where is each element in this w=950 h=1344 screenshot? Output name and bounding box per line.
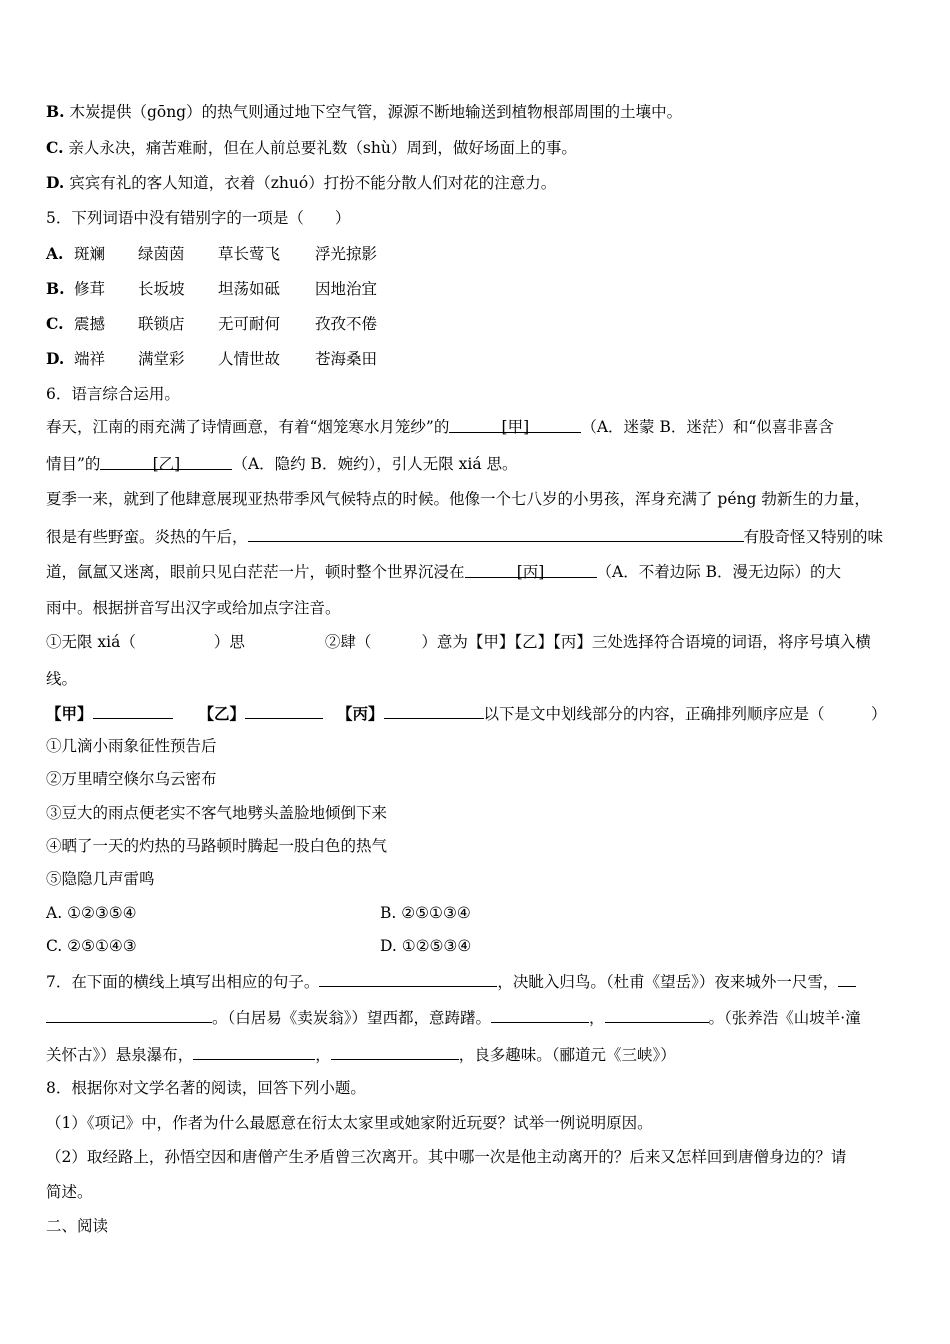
passage-text: （A．不着边际 B．漫无边际）的大	[596, 563, 842, 581]
passage-text: 关怀古》）悬泉瀑布，	[46, 1046, 194, 1064]
q7-line-2	[46, 1007, 861, 1028]
passage-text: 7．在下面的横线上填写出相应的句子。	[46, 973, 320, 991]
passage-text: 春天，江南的雨充满了诗情画意，有着“烟笼寒水月笼纱”的	[46, 418, 450, 436]
q6-passage-line-5	[46, 562, 841, 582]
option-word: 苍海桑田	[315, 350, 378, 368]
option-word: 无可耐何	[218, 315, 281, 333]
option-word: 修茸	[74, 280, 106, 298]
q6-subquestion-line	[46, 632, 871, 652]
passage-text: ）思	[213, 633, 245, 651]
passage-text: （A．隐约 B．婉约），引人无限 xiá 思。	[232, 455, 518, 473]
answer-blank	[331, 1044, 459, 1060]
option-word: 浮光掠影	[315, 245, 378, 263]
blank-label: [乙]	[152, 455, 181, 473]
passage-text: 情目”的	[46, 455, 101, 473]
option-word: 长坂坡	[138, 280, 185, 298]
option-word: 因地治宜	[315, 280, 378, 298]
blank-yi	[100, 454, 232, 473]
q6-passage-line-2	[46, 454, 518, 474]
q5-stem: 5．下列词语中没有错别字的一项是（ ）	[46, 209, 351, 227]
q4-option-c	[46, 138, 577, 158]
option-word: 绿茵茵	[138, 245, 185, 263]
fill-label: 【乙】	[198, 704, 246, 723]
q6-choice-a	[46, 903, 137, 923]
option-letter: D.	[46, 349, 65, 368]
answer-blank	[491, 1007, 589, 1023]
q6-item: ③豆大的雨点便老实不客气地劈头盖脸地倾倒下来	[46, 804, 388, 822]
q4-option-b	[46, 102, 682, 122]
choice-letter: D.	[380, 937, 397, 955]
q6-fill-line	[46, 703, 887, 724]
q6-subquestion-line-2: 线。	[46, 670, 78, 688]
section-heading: 二、阅读	[46, 1217, 109, 1235]
q5-option-b	[46, 279, 377, 299]
blank-bing	[465, 562, 597, 581]
q6-item: ④晒了一天的灼热的马路顿时腾起一股白色的热气	[46, 837, 388, 855]
passage-text: ②肆（	[324, 633, 372, 651]
option-letter: A.	[46, 244, 64, 263]
passage-text: 很是有些野蛮。炎热的午后，	[46, 528, 248, 546]
option-word: 满堂彩	[138, 350, 185, 368]
q6-choice-b	[380, 903, 471, 923]
answer-blank	[93, 703, 173, 719]
q7-line-1	[46, 971, 856, 992]
passage-text: ）意为【甲】【乙】【丙】三处选择符合语境的词语，将序号填入横	[421, 633, 871, 651]
q5-option-d	[46, 349, 377, 369]
answer-blank	[245, 703, 323, 719]
q7-line-3	[46, 1044, 676, 1065]
fill-label: 【甲】	[46, 704, 93, 723]
option-letter: D.	[46, 173, 65, 192]
answer-blank	[838, 971, 856, 987]
q4-option-d	[46, 173, 556, 193]
option-text: 亲人永决，痛苦难耐，但在人前总要礼数（shù）周到，做好场面上的事。	[68, 139, 577, 157]
q6-passage-line-6: 雨中。根据拼音写出汉字或给加点字注音。	[46, 599, 341, 617]
option-word: 震撼	[74, 315, 106, 333]
q6-passage-line-1	[46, 417, 834, 437]
passage-text: ，	[589, 1009, 605, 1027]
choice-text: ①②⑤③④	[401, 937, 472, 955]
q8-subquestion-2: （2）取经路上，孙悟空因和唐僧产生矛盾曾三次离开。其中哪一次是他主动离开的？后来又怎样回到唐僧身边的？请	[46, 1148, 847, 1166]
passage-text: ，	[315, 1046, 331, 1064]
option-word: 孜孜不倦	[315, 315, 378, 333]
q6-passage-line-4	[46, 526, 883, 547]
option-word: 联锁店	[138, 315, 185, 333]
passage-text: ，良多趣味。（郦道元《三峡》）	[458, 1046, 676, 1064]
option-letter: C.	[46, 314, 64, 333]
choice-text: ①②③⑤④	[67, 904, 137, 922]
q5-option-a	[46, 244, 377, 264]
fill-label: 【丙】	[337, 704, 384, 723]
option-word: 端祥	[74, 350, 106, 368]
q8-subquestion-1: （1）《项记》中，作者为什么最愿意在衍太太家里或她家附近玩耍？试举一例说明原因。	[46, 1114, 653, 1132]
passage-text: ，决眦入归鸟。（杜甫《望岳》）夜来城外一尺雪，	[497, 973, 839, 991]
blank-label: [甲]	[501, 418, 530, 436]
answer-blank	[46, 1007, 212, 1023]
q6-item: ②万里晴空倏尔乌云密布	[46, 770, 217, 788]
q6-stem: 6．语言综合运用。	[46, 385, 180, 403]
option-word: 人情世故	[218, 350, 281, 368]
q6-item: ⑤隐隐几声雷鸣	[46, 870, 155, 888]
answer-blank	[319, 971, 497, 987]
option-text: 木炭提供（gōng）的热气则通过地下空气管，源源不断地输送到植物根部周围的土壤中。	[69, 103, 683, 121]
blank-long	[248, 526, 744, 542]
choice-letter: A.	[46, 904, 63, 922]
choice-text: ②⑤①④③	[67, 937, 137, 955]
passage-text: （A．迷蒙 B．迷茫）和“似喜非喜含	[581, 418, 834, 436]
answer-blank	[193, 1044, 315, 1060]
option-text: 宾宾有礼的客人知道，衣着（zhuó）打扮不能分散人们对花的注意力。	[69, 174, 557, 192]
q8-subquestion-2-cont: 简述。	[46, 1183, 93, 1201]
choice-letter: B.	[380, 904, 397, 922]
passage-text: 道，氤氲又迷离，眼前只见白茫茫一片，顿时整个世界沉浸在	[46, 563, 465, 581]
passage-text: 以下是文中划线部分的内容，正确排列顺序应是（ ）	[483, 705, 887, 723]
q8-stem: 8．根据你对文学名著的阅读，回答下列小题。	[46, 1079, 366, 1097]
option-letter: B.	[46, 102, 65, 121]
option-word: 斑斓	[74, 245, 106, 263]
blank-jia	[449, 417, 581, 436]
passage-text: 。（白居易《卖炭翁》）望西都，意踌躇。	[212, 1009, 492, 1027]
choice-letter: C.	[46, 937, 63, 955]
passage-text: 有股奇怪又特别的味	[743, 528, 884, 546]
blank-label: [丙]	[516, 563, 545, 581]
q6-choice-c	[46, 936, 137, 956]
choice-text: ②⑤①③④	[401, 904, 471, 922]
answer-blank	[384, 703, 484, 719]
q5-option-c	[46, 314, 377, 334]
passage-text: 。（张养浩《山坡羊·潼	[708, 1009, 861, 1027]
passage-text: ①无限 xiá（	[46, 633, 136, 651]
option-word: 坦荡如砥	[218, 280, 281, 298]
answer-blank	[605, 1007, 709, 1023]
q6-item: ①几滴小雨象征性预告后	[46, 737, 217, 755]
option-letter: B.	[46, 279, 65, 298]
option-word: 草长莺飞	[218, 245, 281, 263]
q6-passage-line-3: 夏季一来，就到了他肆意展现亚热带季风气候特点的时候。他像一个七八岁的小男孩，浑身充满了 péng 勃新生的力量，	[46, 490, 870, 508]
q6-choice-d	[380, 936, 471, 956]
option-letter: C.	[46, 138, 64, 157]
